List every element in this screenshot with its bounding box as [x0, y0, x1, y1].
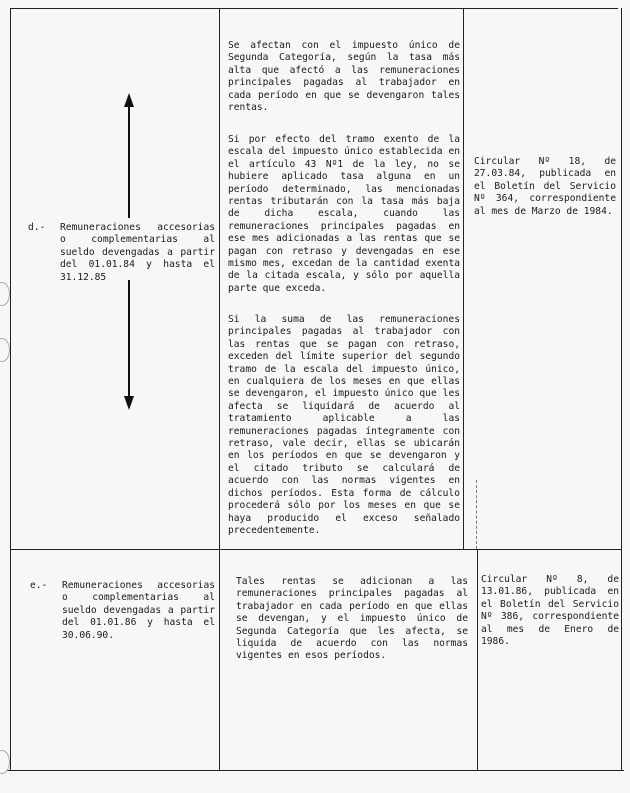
column-divider-1 [219, 8, 220, 770]
row-d-paragraph-1: Se afectan con el impuesto único de Segunda Categoría, según la tasa más alta que afectó a las remuneraciones principales pagadas al trabajador en cada período en que se devengaron tales rentas. [228, 40, 460, 114]
row-divider [10, 549, 622, 550]
row-e-paragraph-1: Tales rentas se adicionan a las remuneraciones principales pagadas al trabajador en cada período en que ellas se devengan, y el impuesto único de Segunda Categoría que les afecta, se liquida de acuerdo con las normas vigentes en esos períodos. [236, 576, 468, 662]
row-d-label: Remuneraciones accesorias o complementarias al sueldo devengadas a partir del 01.01.84 y hasta el 31.12.85 [60, 222, 215, 283]
left-border [10, 8, 11, 770]
bottom-border [4, 770, 624, 771]
row-d-reference: Circular Nº 18, de 27.03.84, publicada en el Boletín del Servicio Nº 364, correspondiente al mes de Marzo de 1984. [474, 156, 616, 217]
punch-hole [0, 338, 10, 362]
row-e-label: Remuneraciones accesorias o complementarias al sueldo devengadas a partir del 01.01.86 y hasta el 30.06.90. [62, 580, 215, 641]
column-divider-2b [477, 549, 478, 770]
faint-guide-line [476, 480, 477, 549]
column-divider-2a [463, 8, 464, 549]
row-d-paragraph-3: Si la suma de las remuneraciones principales pagadas al trabajador con las rentas que se pagan con retraso, exceden del límite superior del segundo tramo de la escala del impuesto único, en cualquiera de los meses en que ellas se devengaron, el impuesto único que les afecta se liquidará de acuerdo al tratamiento aplicable a las remuneraciones pagadas íntegramente con retraso, vale decir, ellas se ubicarán en los períodos en que se devengaron y el citado tributo se calculará de acuerdo con las normas vigentes en dichos períodos. Esta forma de cálculo procederá sólo por los meses en que se haya producido el exceso señalado precedentemente. [228, 314, 460, 536]
row-d-prefix: d.- [28, 222, 46, 233]
top-border [10, 8, 618, 9]
arrow-shaft [128, 106, 130, 218]
row-e-reference: Circular Nº 8, de 13.01.86, publicada en el Boletín del Servicio Nº 386, correspondiente al mes de Enero de 1986. [481, 574, 619, 648]
row-d-paragraph-2: Si por efecto del tramo exento de la escala del impuesto único establecida en el artículo 43 Nº1 de la ley, no se hubiere aplicado tasa alguna en un período determinado, las mencionadas rentas tributarán con la tasa más baja de dicha escala, cuando las remuneraciones principales pagadas en ese mes adicionadas a las rentas que se pagan con retraso y devengadas en ese mismo mes, excedan de la cantidad exenta de la citada escala, y sólo por aquella parte que exceda. [228, 134, 460, 294]
arrow-shaft [128, 280, 130, 398]
arrow-down-icon [124, 396, 134, 410]
punch-hole [0, 282, 10, 306]
row-e-prefix: e.- [30, 580, 48, 591]
right-border [621, 8, 622, 770]
arrow-up-icon [124, 93, 134, 107]
